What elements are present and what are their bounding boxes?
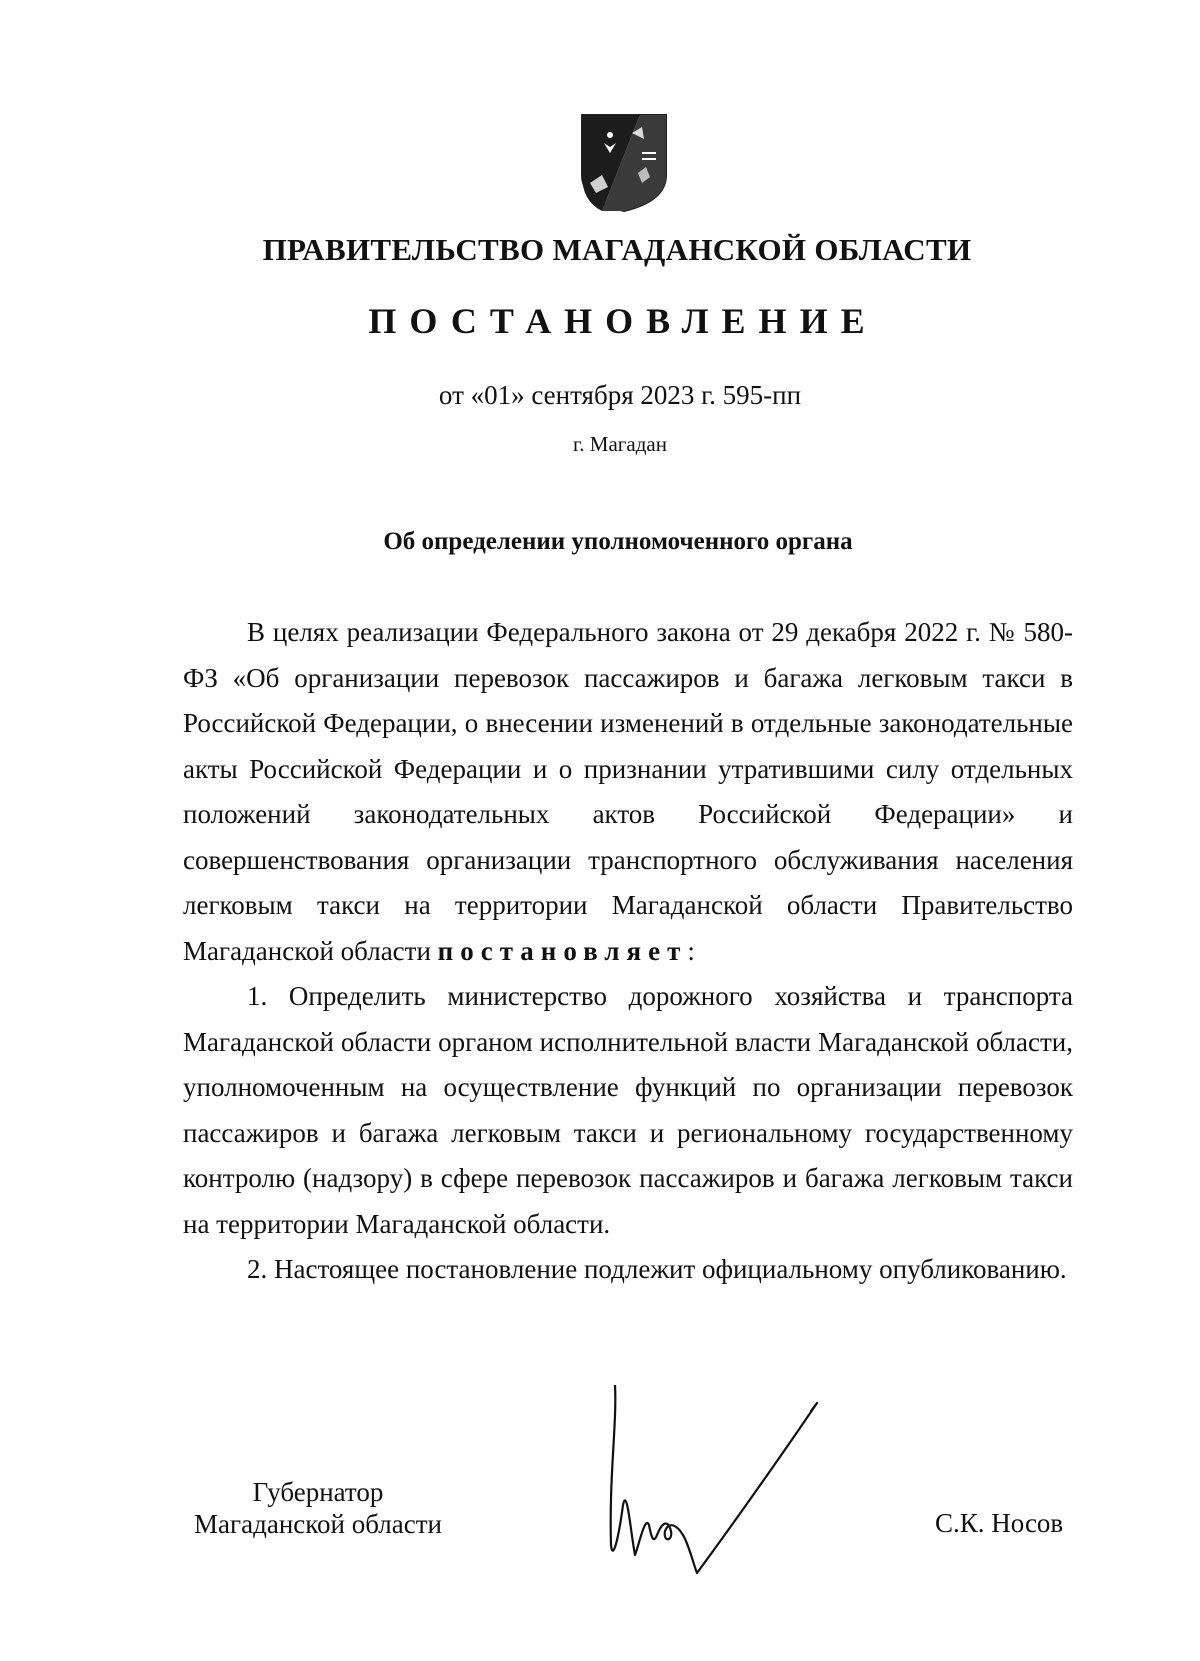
signatory-position-line1: Губернатор (252, 1477, 384, 1507)
document-city: г. Магадан (573, 432, 667, 456)
signatory-name: С.К. Носов (935, 1508, 1064, 1538)
document-type: ПОСТАНОВЛЕНИЕ (368, 301, 878, 341)
document-subject: Об определении уполномоченного органа (383, 528, 853, 555)
signatory-position (183, 1476, 453, 1540)
preamble-paragraph (183, 610, 1073, 974)
signatory-position-line2: Магаданской области (194, 1509, 442, 1539)
resolves-colon: : (687, 935, 695, 966)
document-date-number: от «01» сентября 2023 г. 595-пп (438, 380, 802, 410)
government-title: ПРАВИТЕЛЬСТВО МАГАДАНСКОЙ ОБЛАСТИ (262, 232, 972, 267)
preamble-text: В целях реализации Федерального закона от 29 декабря 2022 г. № 580-ФЗ «Об организации перевозок пассажиров и багажа легковым такси в Российской Федерации, о внесении изменений в отдельные законодательные акты Российской Федерации и о признании утратившими силу отдельных положений законодательных актов Российской Федерации» и совершенствования организации транспортного обслуживания населения легковым такси на территории Магаданской области Правительство Магаданской области (183, 617, 1073, 966)
document-body (183, 610, 1073, 1293)
item-1-paragraph: 1. Определить министерство дорожного хозяйства и транспорта Магаданской области органом исполнительной власти Магаданской области, уполномоченным на осуществление функций по организации перевозок пассажиров и багажа легковым такси и региональному государственному контролю (надзору) в сфере перевозок пассажиров и багажа легковым такси на территории Магаданской области. (183, 981, 1073, 1239)
item-2-paragraph: 2. Настоящее постановление подлежит официальному опубликованию. (247, 1254, 1067, 1284)
handwritten-signature (605, 1385, 845, 1575)
magadan-coat-of-arms-icon (580, 113, 668, 213)
resolves-word: постановляет (437, 935, 688, 966)
